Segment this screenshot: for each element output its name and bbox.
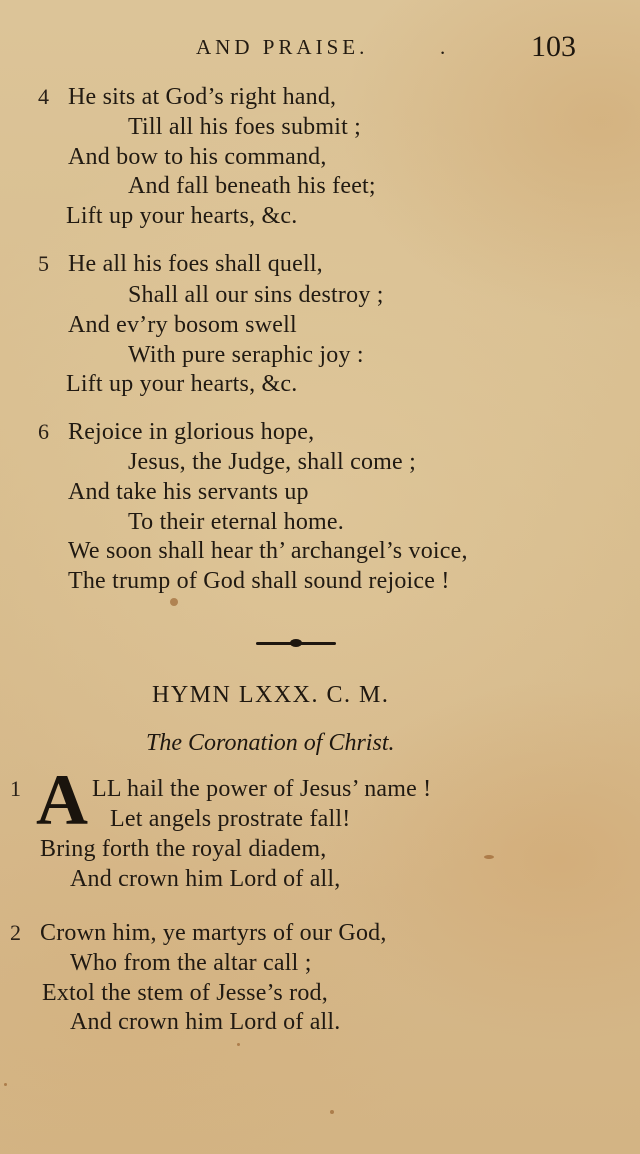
stanza-number: 1 [10,776,21,801]
paper-stain [4,1083,7,1086]
verse-line: Let angels prostrate fall! [110,806,351,832]
verse-line: And fall beneath his feet; [128,173,376,199]
stanza-number: 6 [38,419,49,444]
paper-stain [484,855,494,859]
verse-line: Till all his foes submit ; [128,114,362,140]
verse-line: To their eternal home. [128,509,344,535]
verse-line: And bow to his command, [68,144,327,170]
drop-cap: A [36,760,88,840]
verse-line: And crown him Lord of all. [70,1009,341,1035]
hymn-subtitle: The Coronation of Christ. [146,730,395,756]
verse-line: With pure seraphic joy : [128,342,364,368]
verse-line: And crown him Lord of all, [70,866,341,892]
verse-line: Bring forth the royal diadem, [40,836,327,862]
stanza-number: 4 [38,84,49,109]
verse-line: Extol the stem of Jesse’s rod, [42,980,328,1006]
verse-line: He sits at God’s right hand, [68,84,337,110]
running-title-separator: . [440,35,446,59]
stanza-number: 2 [10,920,21,945]
running-title: AND PRAISE. [196,35,369,59]
verse-line: Jesus, the Judge, shall come ; [128,449,416,475]
page-number: 103 [531,30,576,63]
hymn-title: HYMN LXXX. C. M. [152,682,390,708]
verse-line: And take his servants up [68,479,309,505]
verse-line: Crown him, ye martyrs of our God, [40,920,387,946]
paper-stain [170,598,178,606]
stanza-number: 5 [38,251,49,276]
verse-line: Shall all our sins destroy ; [128,282,384,308]
verse-line: Who from the altar call ; [70,950,312,976]
verse-line: Rejoice in glorious hope, [68,419,315,445]
paper-stain [237,1043,240,1046]
ornamental-rule-knot [290,639,302,647]
verse-line: We soon shall hear th’ archangel’s voice, [68,538,468,564]
verse-line: The trump of God shall sound rejoice ! [68,568,450,594]
refrain-line: Lift up your hearts, &c. [66,203,298,229]
verse-line: And ev’ry bosom swell [68,312,297,338]
refrain-line: Lift up your hearts, &c. [66,371,298,397]
verse-line: LL hail the power of Jesus’ name ! [92,776,432,802]
verse-line: He all his foes shall quell, [68,251,323,277]
paper-stain [330,1110,334,1114]
